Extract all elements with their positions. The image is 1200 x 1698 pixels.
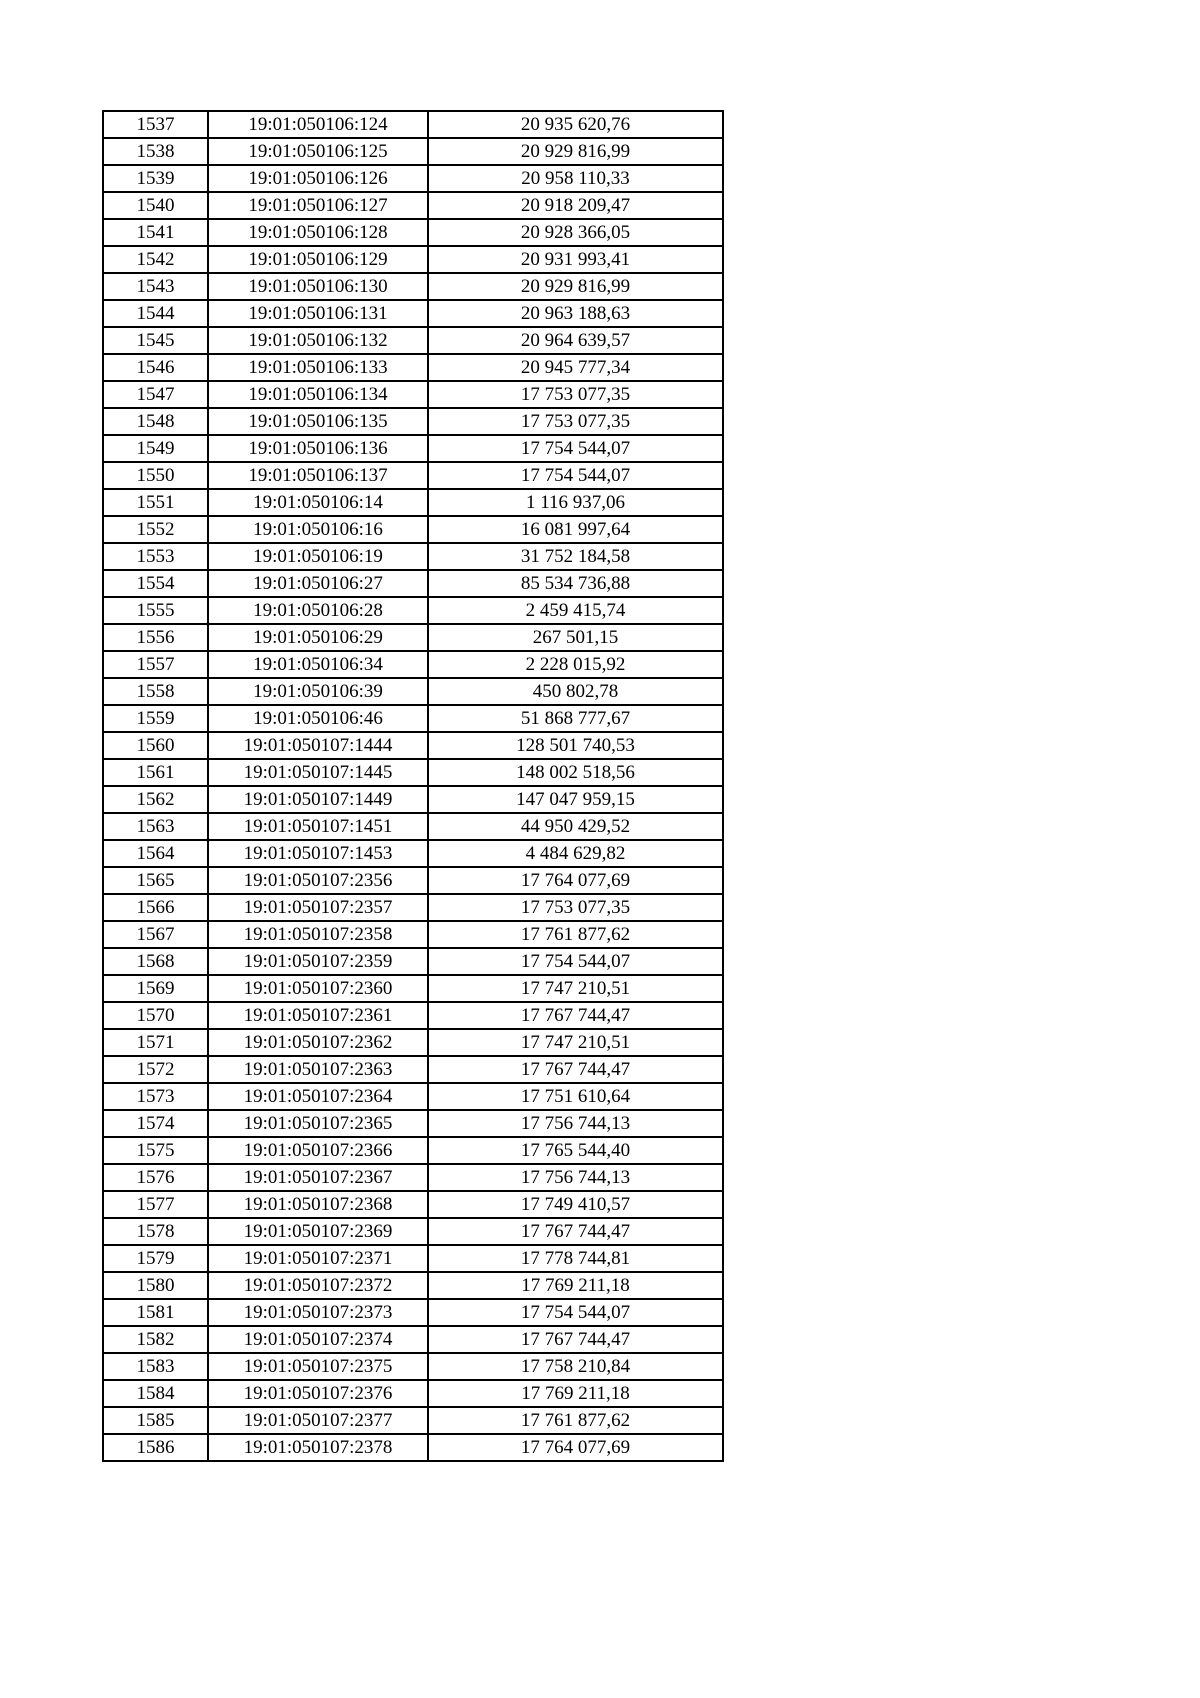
table-row xyxy=(103,705,723,732)
table-row xyxy=(103,327,723,354)
row-number-cell: 1578 xyxy=(103,1218,208,1245)
cadastral-number-cell: 19:01:050106:14 xyxy=(208,489,428,516)
cadastral-value-cell: 17 758 210,84 xyxy=(428,1353,723,1380)
table-row xyxy=(103,786,723,813)
table-row xyxy=(103,1272,723,1299)
table-row xyxy=(103,1245,723,1272)
table-row xyxy=(103,1407,723,1434)
row-number-cell: 1551 xyxy=(103,489,208,516)
table-row xyxy=(103,111,723,138)
cadastral-value-cell: 20 929 816,99 xyxy=(428,138,723,165)
cadastral-value-cell: 20 918 209,47 xyxy=(428,192,723,219)
row-number-cell: 1545 xyxy=(103,327,208,354)
row-number-cell: 1549 xyxy=(103,435,208,462)
cadastral-number-cell: 19:01:050107:2378 xyxy=(208,1434,428,1461)
cadastral-value-cell: 17 769 211,18 xyxy=(428,1380,723,1407)
table-row xyxy=(103,1083,723,1110)
table-row xyxy=(103,1137,723,1164)
table-row xyxy=(103,678,723,705)
table-row xyxy=(103,1056,723,1083)
cadastral-value-cell: 17 767 744,47 xyxy=(428,1326,723,1353)
cadastral-number-cell: 19:01:050106:126 xyxy=(208,165,428,192)
row-number-cell: 1547 xyxy=(103,381,208,408)
cadastral-number-cell: 19:01:050106:34 xyxy=(208,651,428,678)
cadastral-value-cell: 17 767 744,47 xyxy=(428,1218,723,1245)
cadastral-number-cell: 19:01:050106:29 xyxy=(208,624,428,651)
table-row xyxy=(103,1434,723,1461)
table-row xyxy=(103,570,723,597)
cadastral-number-cell: 19:01:050106:16 xyxy=(208,516,428,543)
cadastral-number-cell: 19:01:050106:27 xyxy=(208,570,428,597)
table-row xyxy=(103,381,723,408)
table-row xyxy=(103,948,723,975)
cadastral-number-cell: 19:01:050107:2363 xyxy=(208,1056,428,1083)
cadastral-number-cell: 19:01:050107:1449 xyxy=(208,786,428,813)
cadastral-value-cell: 17 764 077,69 xyxy=(428,1434,723,1461)
cadastral-value-cell: 17 754 544,07 xyxy=(428,948,723,975)
cadastral-number-cell: 19:01:050106:127 xyxy=(208,192,428,219)
cadastral-number-cell: 19:01:050107:2368 xyxy=(208,1191,428,1218)
cadastral-value-cell: 17 754 544,07 xyxy=(428,435,723,462)
cadastral-value-cell: 1 116 937,06 xyxy=(428,489,723,516)
table-row xyxy=(103,246,723,273)
row-number-cell: 1541 xyxy=(103,219,208,246)
cadastral-value-cell: 450 802,78 xyxy=(428,678,723,705)
cadastral-value-cell: 20 958 110,33 xyxy=(428,165,723,192)
cadastral-value-cell: 2 459 415,74 xyxy=(428,597,723,624)
cadastral-value-cell: 147 047 959,15 xyxy=(428,786,723,813)
cadastral-value-cell: 16 081 997,64 xyxy=(428,516,723,543)
cadastral-value-cell: 17 747 210,51 xyxy=(428,1029,723,1056)
cadastral-number-cell: 19:01:050106:135 xyxy=(208,408,428,435)
cadastral-number-cell: 19:01:050106:128 xyxy=(208,219,428,246)
row-number-cell: 1557 xyxy=(103,651,208,678)
cadastral-number-cell: 19:01:050107:2375 xyxy=(208,1353,428,1380)
cadastral-value-cell: 44 950 429,52 xyxy=(428,813,723,840)
cadastral-value-cell: 17 754 544,07 xyxy=(428,1299,723,1326)
cadastral-value-cell: 17 749 410,57 xyxy=(428,1191,723,1218)
table-row xyxy=(103,1299,723,1326)
table-row xyxy=(103,354,723,381)
row-number-cell: 1574 xyxy=(103,1110,208,1137)
row-number-cell: 1542 xyxy=(103,246,208,273)
row-number-cell: 1566 xyxy=(103,894,208,921)
cadastral-number-cell: 19:01:050107:2369 xyxy=(208,1218,428,1245)
cadastral-value-table xyxy=(102,110,724,1462)
row-number-cell: 1577 xyxy=(103,1191,208,1218)
table-body xyxy=(103,111,723,1461)
table-row xyxy=(103,1218,723,1245)
cadastral-value-cell: 20 945 777,34 xyxy=(428,354,723,381)
table-row xyxy=(103,435,723,462)
table-row xyxy=(103,165,723,192)
row-number-cell: 1586 xyxy=(103,1434,208,1461)
table-row xyxy=(103,975,723,1002)
cadastral-value-cell: 20 964 639,57 xyxy=(428,327,723,354)
cadastral-value-cell: 17 756 744,13 xyxy=(428,1110,723,1137)
cadastral-number-cell: 19:01:050106:131 xyxy=(208,300,428,327)
table-row xyxy=(103,759,723,786)
row-number-cell: 1584 xyxy=(103,1380,208,1407)
table-row xyxy=(103,1110,723,1137)
cadastral-value-cell: 4 484 629,82 xyxy=(428,840,723,867)
row-number-cell: 1555 xyxy=(103,597,208,624)
cadastral-number-cell: 19:01:050107:2361 xyxy=(208,1002,428,1029)
table-row xyxy=(103,1353,723,1380)
cadastral-number-cell: 19:01:050106:134 xyxy=(208,381,428,408)
cadastral-number-cell: 19:01:050107:1444 xyxy=(208,732,428,759)
row-number-cell: 1561 xyxy=(103,759,208,786)
cadastral-number-cell: 19:01:050107:2373 xyxy=(208,1299,428,1326)
table-row xyxy=(103,408,723,435)
cadastral-number-cell: 19:01:050106:124 xyxy=(208,111,428,138)
cadastral-number-cell: 19:01:050107:2374 xyxy=(208,1326,428,1353)
cadastral-number-cell: 19:01:050106:133 xyxy=(208,354,428,381)
cadastral-value-cell: 17 767 744,47 xyxy=(428,1056,723,1083)
row-number-cell: 1546 xyxy=(103,354,208,381)
cadastral-number-cell: 19:01:050107:2372 xyxy=(208,1272,428,1299)
cadastral-number-cell: 19:01:050107:2377 xyxy=(208,1407,428,1434)
cadastral-number-cell: 19:01:050107:2362 xyxy=(208,1029,428,1056)
cadastral-value-cell: 17 764 077,69 xyxy=(428,867,723,894)
cadastral-value-cell: 17 765 544,40 xyxy=(428,1137,723,1164)
table-row xyxy=(103,138,723,165)
row-number-cell: 1571 xyxy=(103,1029,208,1056)
row-number-cell: 1579 xyxy=(103,1245,208,1272)
cadastral-number-cell: 19:01:050106:28 xyxy=(208,597,428,624)
cadastral-value-cell: 17 761 877,62 xyxy=(428,1407,723,1434)
cadastral-number-cell: 19:01:050107:2360 xyxy=(208,975,428,1002)
table-row xyxy=(103,1029,723,1056)
table-row xyxy=(103,651,723,678)
row-number-cell: 1570 xyxy=(103,1002,208,1029)
row-number-cell: 1583 xyxy=(103,1353,208,1380)
cadastral-number-cell: 19:01:050106:136 xyxy=(208,435,428,462)
cadastral-number-cell: 19:01:050106:46 xyxy=(208,705,428,732)
cadastral-number-cell: 19:01:050106:125 xyxy=(208,138,428,165)
cadastral-value-cell: 20 963 188,63 xyxy=(428,300,723,327)
cadastral-value-cell: 17 753 077,35 xyxy=(428,894,723,921)
cadastral-value-cell: 17 747 210,51 xyxy=(428,975,723,1002)
cadastral-value-cell: 17 769 211,18 xyxy=(428,1272,723,1299)
row-number-cell: 1572 xyxy=(103,1056,208,1083)
table-row xyxy=(103,813,723,840)
cadastral-value-cell: 20 929 816,99 xyxy=(428,273,723,300)
table-row xyxy=(103,1191,723,1218)
cadastral-value-cell: 17 751 610,64 xyxy=(428,1083,723,1110)
table-row xyxy=(103,462,723,489)
cadastral-value-cell: 51 868 777,67 xyxy=(428,705,723,732)
cadastral-value-cell: 17 754 544,07 xyxy=(428,462,723,489)
cadastral-number-cell: 19:01:050107:2359 xyxy=(208,948,428,975)
cadastral-value-cell: 17 753 077,35 xyxy=(428,381,723,408)
row-number-cell: 1550 xyxy=(103,462,208,489)
cadastral-value-cell: 20 931 993,41 xyxy=(428,246,723,273)
row-number-cell: 1543 xyxy=(103,273,208,300)
cadastral-number-cell: 19:01:050107:1453 xyxy=(208,840,428,867)
cadastral-number-cell: 19:01:050106:130 xyxy=(208,273,428,300)
cadastral-value-cell: 17 778 744,81 xyxy=(428,1245,723,1272)
table-row xyxy=(103,1326,723,1353)
table-row xyxy=(103,597,723,624)
row-number-cell: 1556 xyxy=(103,624,208,651)
table-row xyxy=(103,516,723,543)
cadastral-number-cell: 19:01:050106:132 xyxy=(208,327,428,354)
table-row xyxy=(103,1164,723,1191)
table-row xyxy=(103,300,723,327)
cadastral-value-cell: 31 752 184,58 xyxy=(428,543,723,570)
row-number-cell: 1580 xyxy=(103,1272,208,1299)
table-row xyxy=(103,273,723,300)
row-number-cell: 1554 xyxy=(103,570,208,597)
cadastral-number-cell: 19:01:050107:2364 xyxy=(208,1083,428,1110)
table-row xyxy=(103,840,723,867)
row-number-cell: 1563 xyxy=(103,813,208,840)
table-row xyxy=(103,894,723,921)
row-number-cell: 1539 xyxy=(103,165,208,192)
cadastral-number-cell: 19:01:050106:137 xyxy=(208,462,428,489)
row-number-cell: 1552 xyxy=(103,516,208,543)
cadastral-number-cell: 19:01:050107:2358 xyxy=(208,921,428,948)
cadastral-number-cell: 19:01:050106:19 xyxy=(208,543,428,570)
row-number-cell: 1558 xyxy=(103,678,208,705)
table-row xyxy=(103,1002,723,1029)
row-number-cell: 1559 xyxy=(103,705,208,732)
row-number-cell: 1538 xyxy=(103,138,208,165)
cadastral-number-cell: 19:01:050107:1451 xyxy=(208,813,428,840)
cadastral-value-cell: 20 935 620,76 xyxy=(428,111,723,138)
cadastral-number-cell: 19:01:050107:1445 xyxy=(208,759,428,786)
cadastral-value-cell: 2 228 015,92 xyxy=(428,651,723,678)
row-number-cell: 1537 xyxy=(103,111,208,138)
cadastral-value-cell: 17 761 877,62 xyxy=(428,921,723,948)
table-row xyxy=(103,624,723,651)
cadastral-value-cell: 17 753 077,35 xyxy=(428,408,723,435)
table-row xyxy=(103,921,723,948)
row-number-cell: 1553 xyxy=(103,543,208,570)
cadastral-value-cell: 128 501 740,53 xyxy=(428,732,723,759)
row-number-cell: 1544 xyxy=(103,300,208,327)
cadastral-number-cell: 19:01:050106:129 xyxy=(208,246,428,273)
row-number-cell: 1573 xyxy=(103,1083,208,1110)
table-row xyxy=(103,732,723,759)
cadastral-value-cell: 85 534 736,88 xyxy=(428,570,723,597)
row-number-cell: 1540 xyxy=(103,192,208,219)
row-number-cell: 1564 xyxy=(103,840,208,867)
row-number-cell: 1565 xyxy=(103,867,208,894)
row-number-cell: 1581 xyxy=(103,1299,208,1326)
row-number-cell: 1575 xyxy=(103,1137,208,1164)
cadastral-value-cell: 148 002 518,56 xyxy=(428,759,723,786)
row-number-cell: 1582 xyxy=(103,1326,208,1353)
cadastral-number-cell: 19:01:050107:2356 xyxy=(208,867,428,894)
table-row xyxy=(103,543,723,570)
cadastral-number-cell: 19:01:050106:39 xyxy=(208,678,428,705)
cadastral-value-cell: 267 501,15 xyxy=(428,624,723,651)
row-number-cell: 1576 xyxy=(103,1164,208,1191)
cadastral-value-cell: 17 767 744,47 xyxy=(428,1002,723,1029)
row-number-cell: 1569 xyxy=(103,975,208,1002)
cadastral-number-cell: 19:01:050107:2357 xyxy=(208,894,428,921)
table-row xyxy=(103,1380,723,1407)
cadastral-number-cell: 19:01:050107:2376 xyxy=(208,1380,428,1407)
row-number-cell: 1548 xyxy=(103,408,208,435)
row-number-cell: 1568 xyxy=(103,948,208,975)
row-number-cell: 1560 xyxy=(103,732,208,759)
table-row xyxy=(103,192,723,219)
row-number-cell: 1567 xyxy=(103,921,208,948)
cadastral-number-cell: 19:01:050107:2366 xyxy=(208,1137,428,1164)
cadastral-number-cell: 19:01:050107:2367 xyxy=(208,1164,428,1191)
table-row xyxy=(103,219,723,246)
cadastral-value-cell: 17 756 744,13 xyxy=(428,1164,723,1191)
table-row xyxy=(103,489,723,516)
cadastral-number-cell: 19:01:050107:2371 xyxy=(208,1245,428,1272)
cadastral-value-cell: 20 928 366,05 xyxy=(428,219,723,246)
table-row xyxy=(103,867,723,894)
row-number-cell: 1585 xyxy=(103,1407,208,1434)
row-number-cell: 1562 xyxy=(103,786,208,813)
cadastral-number-cell: 19:01:050107:2365 xyxy=(208,1110,428,1137)
